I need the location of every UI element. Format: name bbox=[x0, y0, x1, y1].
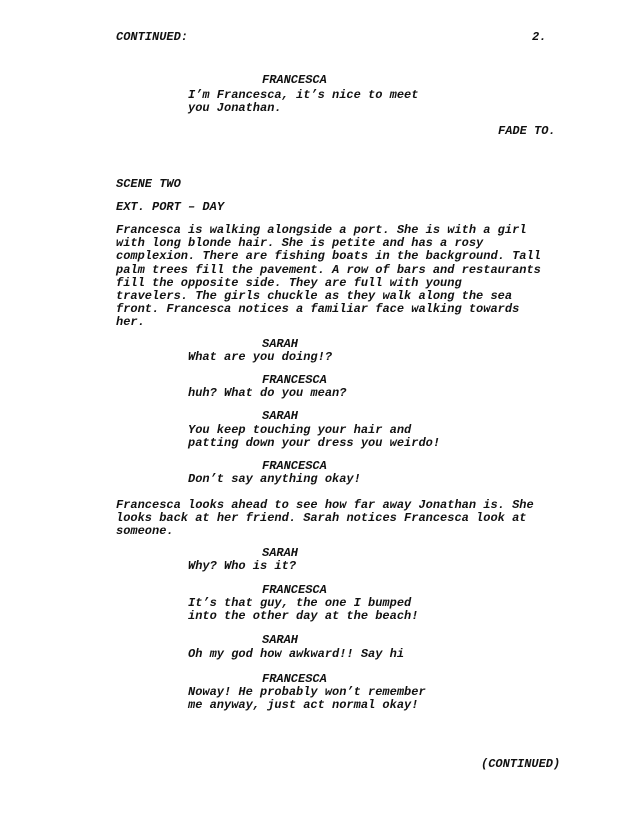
character-cue: FRANCESCA bbox=[262, 583, 327, 597]
scene-label: SCENE TWO bbox=[116, 177, 181, 191]
footer-continued: (CONTINUED) bbox=[481, 757, 561, 771]
character-cue: FRANCESCA bbox=[262, 459, 327, 473]
character-cue: SARAH bbox=[262, 546, 299, 560]
dialogue: huh? What do you mean? bbox=[188, 386, 347, 400]
action: Francesca looks ahead to see how far away Jonathan is. She looks back at her friend. Sarah notices Francesca look at someone. bbox=[116, 498, 534, 539]
action: Francesca is walking alongside a port. She is with a girl with long blonde hair. She is petite and has a rosy complexion. There are fishing boats in the background. Tall palm trees fill the pavement. A row of bars and restaurants fill the opposite side. They are full with young travelers. The girls chuckle as they walk along the sea front. Francesca notices a familiar face walking towards her. bbox=[116, 223, 541, 330]
dialogue: Noway! He probably won’t remember me anyway, just act normal okay! bbox=[188, 685, 426, 713]
dialogue: Why? Who is it? bbox=[188, 559, 297, 573]
character-cue: FRANCESCA bbox=[262, 73, 327, 87]
character-cue: SARAH bbox=[262, 409, 299, 423]
header-continued: CONTINUED: bbox=[116, 30, 189, 44]
transition: FADE TO. bbox=[498, 124, 556, 138]
character-cue: FRANCESCA bbox=[262, 672, 327, 686]
scene-heading: EXT. PORT – DAY bbox=[116, 200, 225, 214]
dialogue: What are you doing!? bbox=[188, 350, 333, 364]
dialogue: You keep touching your hair and patting down your dress you weirdo! bbox=[188, 423, 441, 451]
dialogue: Oh my god how awkward!! Say hi bbox=[188, 647, 405, 661]
dialogue: Don’t say anything okay! bbox=[188, 472, 361, 486]
dialogue: It’s that guy, the one I bumped into the other day at the beach! bbox=[188, 596, 419, 624]
character-cue: FRANCESCA bbox=[262, 373, 327, 387]
character-cue: SARAH bbox=[262, 337, 299, 351]
page-number: 2. bbox=[532, 30, 547, 44]
character-cue: SARAH bbox=[262, 633, 299, 647]
dialogue: I’m Francesca, it’s nice to meet you Jonathan. bbox=[188, 88, 419, 116]
